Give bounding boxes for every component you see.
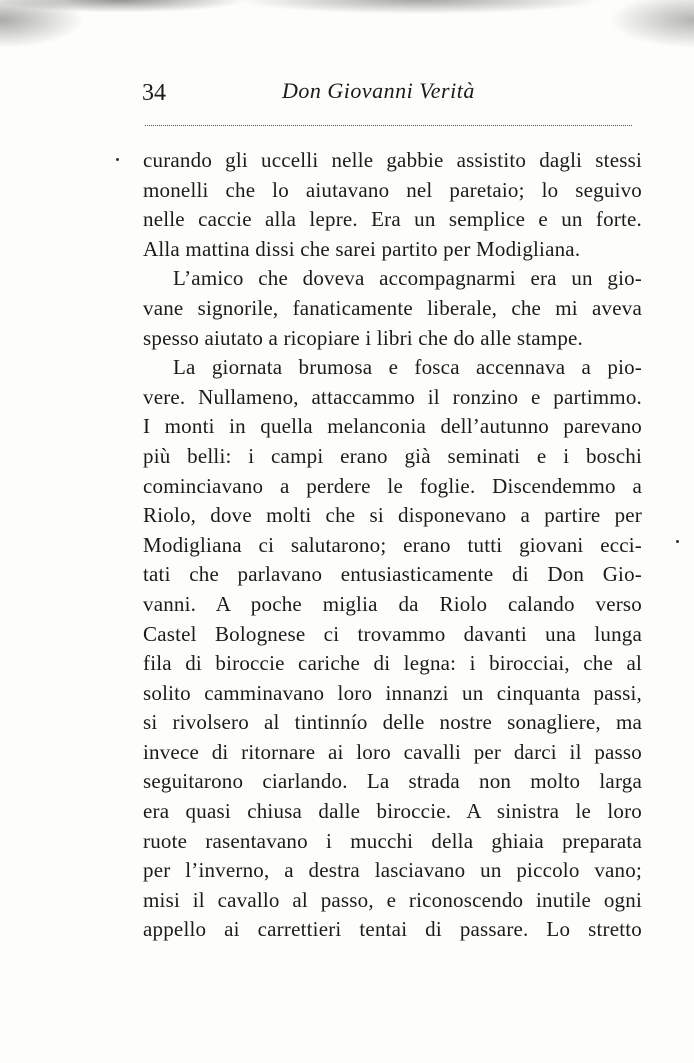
scan-speck — [116, 158, 119, 161]
page-header — [142, 74, 642, 114]
text-line: vanni. A poche miglia da Riolo calando verso — [143, 591, 642, 616]
text-line: appello ai carrettieri tentai di passare. Lo stretto — [143, 917, 642, 942]
text-line: tati che parlavano entusiasticamente di Don Gio- — [143, 562, 642, 587]
text-line: più belli: i campi erano già seminati e i boschi — [143, 443, 642, 468]
text-line: invece di ritornare ai loro cavalli per darci il passo — [143, 739, 642, 764]
text-line: fila di biroccie cariche di legna: i birocciai, che al — [143, 651, 642, 676]
scan-speck — [676, 540, 679, 543]
header-rule — [145, 125, 632, 126]
text-line: Alla mattina dissi che sarei partito per Modigliana. — [143, 236, 581, 261]
text-line: per l’inverno, a destra lasciavano un piccolo vano; — [143, 858, 642, 883]
text-line: si rivolsero al tintinnío delle nostre sonagliere, ma — [143, 710, 642, 735]
text-line: era quasi chiusa dalle biroccie. A sinistra le loro — [143, 799, 642, 824]
text-line: vere. Nullameno, attaccammo il ronzino e partimmo. — [143, 384, 642, 409]
text-line: ruote rasentavano i mucchi della ghiaia preparata — [143, 828, 642, 853]
text-line: spesso aiutato a ricopiare i libri che do alle stampe. — [143, 325, 583, 350]
text-line: La giornata brumosa e fosca accennava a pio- — [173, 355, 642, 380]
text-line: Castel Bolognese ci trovammo davanti una lunga — [143, 621, 642, 646]
page-number: 34 — [142, 80, 166, 106]
text-line: solito camminavano loro innanzi un cinquanta passi, — [143, 680, 642, 705]
scan-edge-shadow — [0, 0, 694, 70]
body-text — [143, 146, 642, 945]
text-line: monelli che lo aiutavano nel paretaio; lo seguivo — [143, 177, 642, 202]
text-line: L’amico che doveva accompagnarmi era un gio- — [173, 266, 642, 291]
text-line: misi il cavallo al passo, e riconoscendo inutile ogni — [143, 887, 642, 912]
text-line: I monti in quella melanconia dell’autunno parevano — [143, 414, 642, 439]
running-title: Don Giovanni Verità — [282, 78, 475, 103]
text-line: curando gli uccelli nelle gabbie assistito dagli stessi — [143, 148, 642, 172]
text-line: seguitarono ciarlando. La strada non molto larga — [143, 769, 642, 794]
text-line: cominciavano a perdere le foglie. Discendemmo a — [143, 473, 642, 498]
text-line: Modigliana ci salutarono; erano tutti giovani ecci- — [143, 532, 642, 557]
text-line: Riolo, dove molti che si disponevano a partire per — [143, 503, 642, 528]
text-line: vane signorile, fanaticamente liberale, che mi aveva — [143, 295, 642, 320]
text-line: nelle caccie alla lepre. Era un semplice e un forte. — [143, 207, 642, 232]
